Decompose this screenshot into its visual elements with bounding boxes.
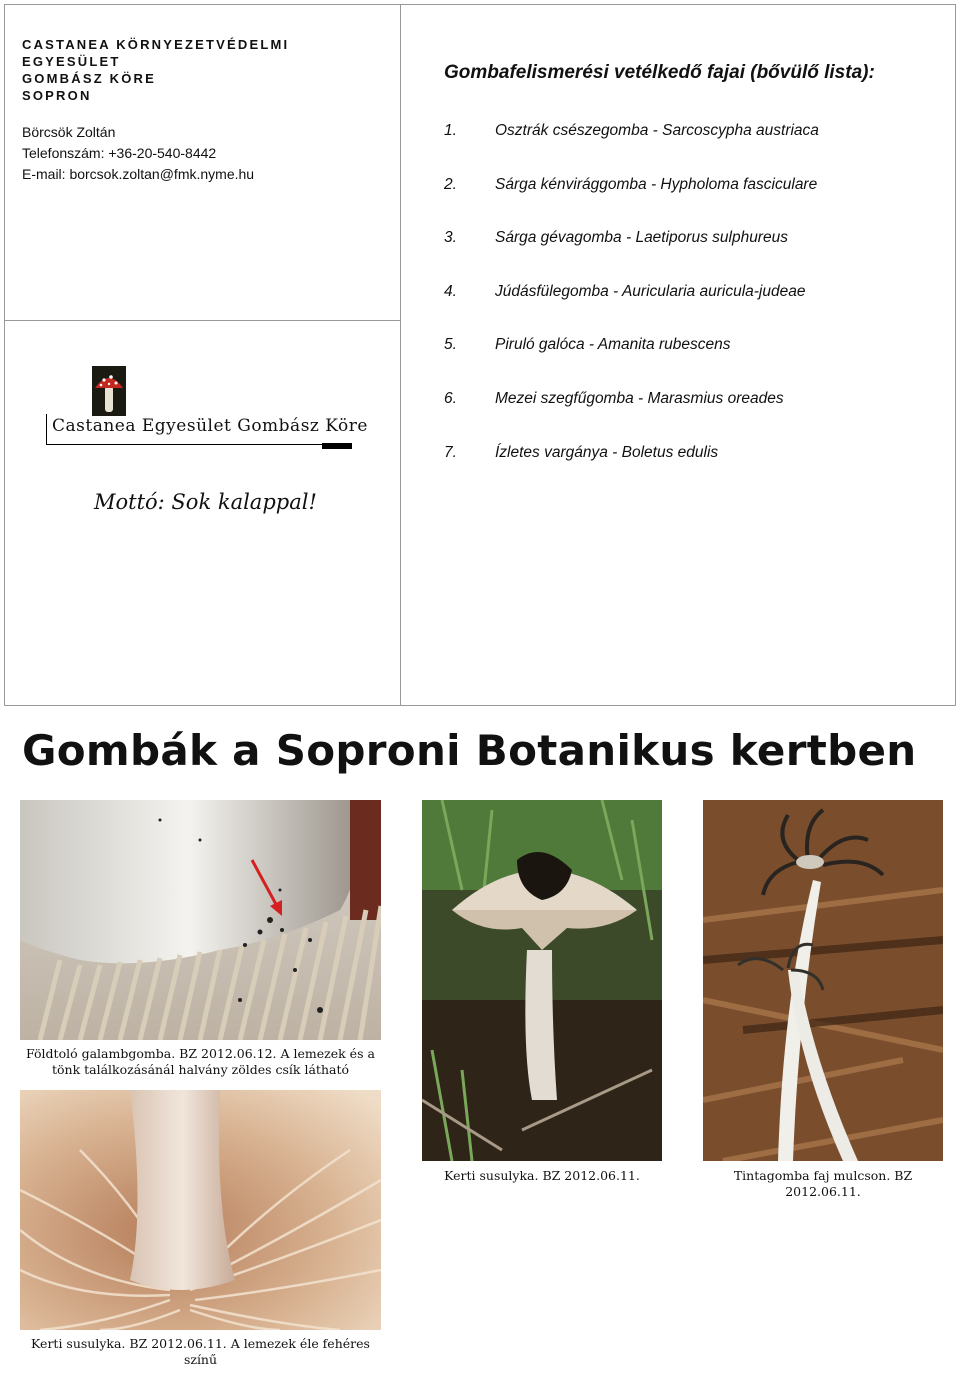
species-item: 4. Júdásfülegomba - Auricularia auricula-judeae <box>444 282 806 300</box>
contact-phone: Telefonszám: +36-20-540-8442 <box>22 145 217 161</box>
organization-name <box>22 36 289 104</box>
org-line: CASTANEA KÖRNYEZETVÉDELMI <box>22 37 290 52</box>
org-line: EGYESÜLET <box>22 54 121 69</box>
species-list-title: Gombafelismerési vetélkedő fajai (bővülő lista): <box>444 62 875 83</box>
species-item: 6. Mezei szegfűgomba - Marasmius oreades <box>444 389 784 407</box>
photo-caption: Földtoló galambgomba. BZ 2012.06.12. A lemezek és a tönk találkozásánál halvány zöldes csík látható <box>26 1046 375 1077</box>
contact-name: Börcsök Zoltán <box>22 124 116 140</box>
photo-gills-green-line <box>20 800 381 1040</box>
species-item: 1. Osztrák csészegomba - Sarcoscypha austriaca <box>444 122 819 139</box>
photo-fibrecap <box>422 800 662 1161</box>
contact-email: E-mail: borcsok.zoltan@fmk.nyme.hu <box>22 166 255 182</box>
column-divider <box>400 4 401 706</box>
logo-underline <box>46 444 322 445</box>
org-line: SOPRON <box>22 88 92 103</box>
logo-bracket <box>46 414 47 444</box>
motto: Mottó: Sok kalappal! <box>94 490 317 514</box>
logo-text: Castanea Egyesület Gombász Köre <box>52 416 368 436</box>
photo-caption: Tintagomba faj mulcson. BZ 2012.06.11. <box>733 1168 913 1199</box>
photo-gills-white-edge <box>20 1090 381 1330</box>
species-item: 3. Sárga gévagomba - Laetiporus sulphureus <box>444 229 788 247</box>
gallery-title: Gombák a Soproni Botanikus kertben <box>22 726 917 775</box>
photo-caption: Kerti susulyka. BZ 2012.06.11. <box>444 1168 640 1183</box>
species-item: 2. Sárga kénvirággomba - Hypholoma fasciculare <box>444 175 818 193</box>
club-logo <box>46 366 368 450</box>
contact-divider <box>4 320 400 321</box>
species-item: 5. Piruló galóca - Amanita rubescens <box>444 336 731 354</box>
org-line: GOMBÁSZ KÖRE <box>22 71 157 86</box>
contact-block <box>22 122 254 185</box>
photo-caption: Kerti susulyka. BZ 2012.06.11. A lemezek éle fehéres színű <box>31 1336 370 1367</box>
photo-inkcap <box>703 800 943 1161</box>
species-list <box>444 122 819 497</box>
fly-agaric-mushroom-icon <box>92 366 126 416</box>
logo-block <box>322 443 352 449</box>
species-item: 7. Ízletes vargánya - Boletus edulis <box>444 443 719 461</box>
